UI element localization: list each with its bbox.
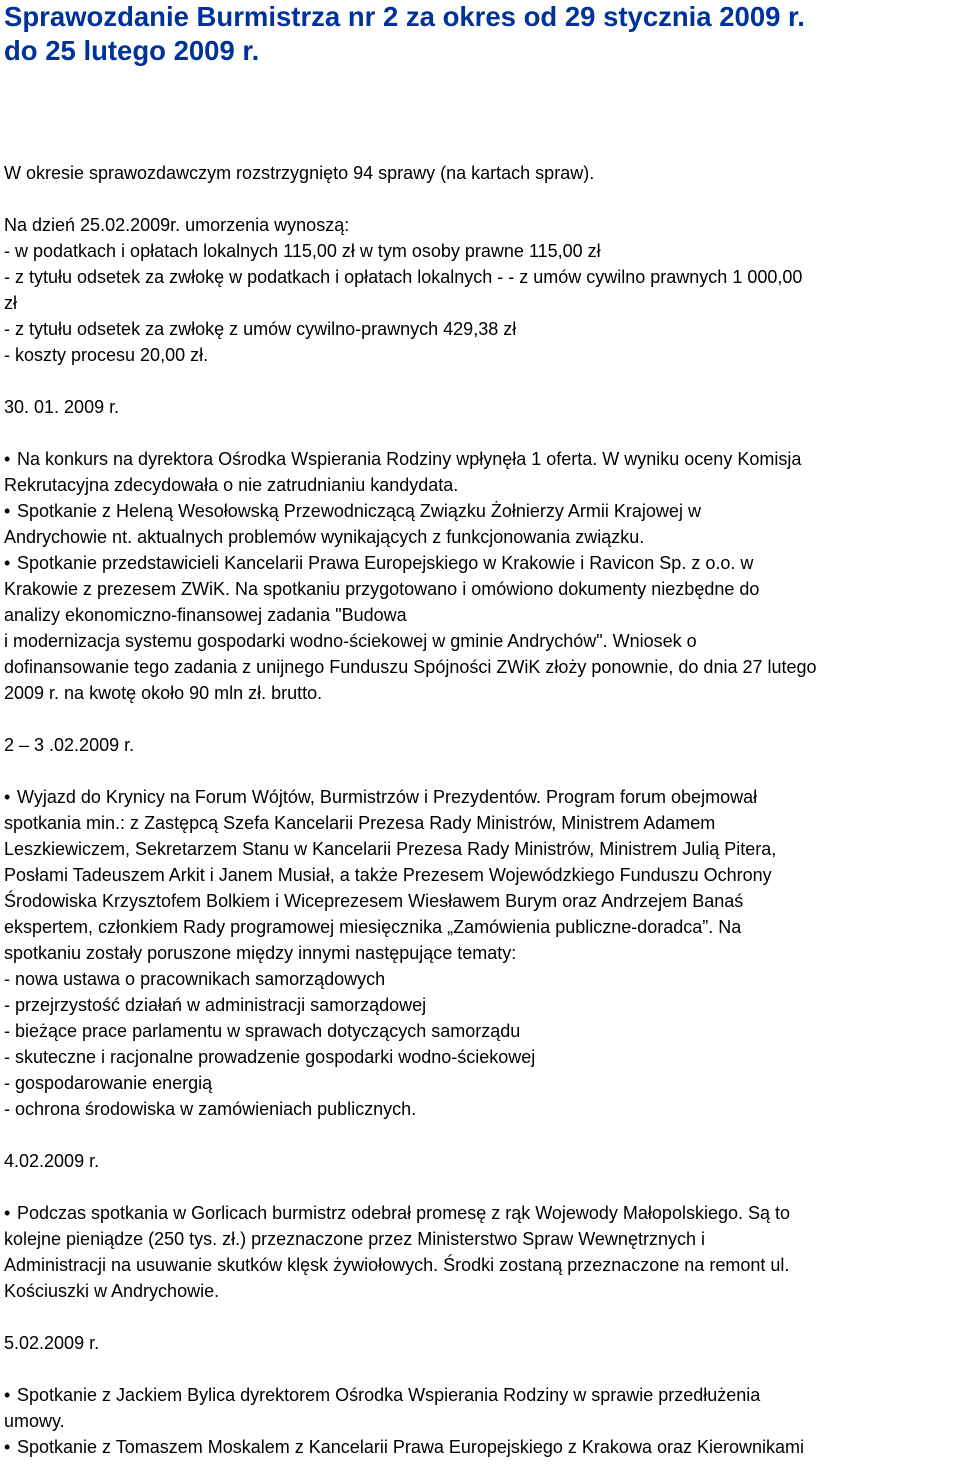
bullet-krynica-forum: • Wyjazd do Krynicy na Forum Wójtów, Burmistrzów i Prezydentów. Program forum obejmował <box>4 784 757 810</box>
bullet-krynica-forum-cont-4: Środowiska Krzysztofem Bolkiem i Wiceprezesem Wiesławem Burym oraz Andrzejem Banaś <box>4 891 744 911</box>
title-line-2: do 25 lutego 2009 r. <box>4 35 260 66</box>
topic-item-4: - skuteczne i racjonalne prowadzenie gospodarki wodno-ściekowej <box>4 1047 536 1067</box>
topic-item-5: - gospodarowanie energią <box>4 1073 213 1093</box>
bullet-meeting-wesolowska: • Spotkanie z Heleną Wesołowską Przewodniczącą Związku Żołnierzy Armii Krajowej w <box>4 498 701 524</box>
remission-item-civil-interest: - z tytułu odsetek za zwłokę z umów cywilno-prawnych 429,38 zł <box>4 319 517 339</box>
document-title <box>4 0 954 68</box>
bullet-competition-cont: Rekrutacyjna zdecydowała o nie zatrudnianiu kandydata. <box>4 475 459 495</box>
paragraph-cases-resolved: W okresie sprawozdawczym rozstrzygnięto 94 sprawy (na kartach spraw). <box>4 163 595 183</box>
bullet-competition: • Na konkurs na dyrektora Ośrodka Wspierania Rodziny wpłynęła 1 oferta. W wyniku oceny Komisja <box>4 446 801 472</box>
bullet-gorlice-promesa-cont-2: Administracji na usuwanie skutków klęsk żywiołowych. Środki zostaną przeznaczone na remont ul. <box>4 1255 790 1275</box>
bullet-meeting-ravicon-cont-3: i modernizacja systemu gospodarki wodno-ściekowej w gminie Andrychów". Wniosek o <box>4 631 697 651</box>
bullet-meeting-wesolowska-cont: Andrychowie nt. aktualnych problemów wynikających z funkcjonowania związku. <box>4 527 645 547</box>
bullet-meeting-moskal: • Spotkanie z Tomaszem Moskalem z Kancelarii Prawa Europejskiego z Krakowa oraz Kierownikami <box>4 1434 804 1460</box>
bullet-gorlice-promesa-cont-3: Kościuszki w Andrychowie. <box>4 1281 220 1301</box>
bullet-meeting-ravicon-cont-1: Krakowie z prezesem ZWiK. Na spotkaniu przygotowano i omówiono dokumenty niezbędne do <box>4 579 760 599</box>
bullet-meeting-bylica: • Spotkanie z Jackiem Bylica dyrektorem Ośrodka Wspierania Rodziny w sprawie przedłużenia <box>4 1382 760 1408</box>
remission-item-court-costs: - koszty procesu 20,00 zł. <box>4 345 209 365</box>
remission-item-local-taxes: - w podatkach i opłatach lokalnych 115,00 zł w tym osoby prawne 115,00 zł <box>4 241 601 261</box>
bullet-krynica-forum-cont-2: Leszkiewiczem, Sekretarzem Stanu w Kancelarii Prezesa Rady Ministrów, Ministrem Julią Pitera, <box>4 839 777 859</box>
bullet-meeting-ravicon-cont-2: analizy ekonomiczno-finansowej zadania "Budowa <box>4 605 407 625</box>
topic-item-6: - ochrona środowiska w zamówieniach publicznych. <box>4 1099 417 1119</box>
date-heading-4-02: 4.02.2009 r. <box>4 1151 100 1171</box>
title-line-1: Sprawozdanie Burmistrza nr 2 za okres od 29 stycznia 2009 r. <box>4 1 805 32</box>
bullet-gorlice-promesa: • Podczas spotkania w Gorlicach burmistrz odebrał promesę z rąk Wojewody Małopolskiego. Są to <box>4 1200 790 1226</box>
date-heading-2-3-02: 2 – 3 .02.2009 r. <box>4 735 135 755</box>
bullet-meeting-ravicon-cont-4: dofinansowanie tego zadania z unijnego Funduszu Spójności ZWiK złoży ponownie, do dnia 27 lutego <box>4 657 817 677</box>
topic-item-3: - bieżące prace parlamentu w sprawach dotyczących samorządu <box>4 1021 521 1041</box>
remission-item-late-interest: - z tytułu odsetek za zwłokę w podatkach i opłatach lokalnych - - z umów cywilno prawnych 1 000,00 <box>4 267 803 287</box>
topic-item-1: - nowa ustawa o pracownikach samorządowych <box>4 969 386 989</box>
bullet-krynica-forum-cont-3: Posłami Tadeuszem Arkit i Janem Musiał, a także Prezesem Wojewódzkiego Funduszu Ochrony <box>4 865 772 885</box>
topic-item-2: - przejrzystość działań w administracji samorządowej <box>4 995 427 1015</box>
remission-item-late-interest-cont: zł <box>4 293 17 313</box>
bullet-krynica-forum-cont-1: spotkania min.: z Zastępcą Szefa Kancelarii Prezesa Rady Ministrów, Ministrem Adamem <box>4 813 716 833</box>
paragraph-remissions-heading: Na dzień 25.02.2009r. umorzenia wynoszą: <box>4 215 350 235</box>
bullet-meeting-ravicon-cont-5: 2009 r. na kwotę około 90 mln zł. brutto. <box>4 683 323 703</box>
bullet-meeting-bylica-cont: umowy. <box>4 1411 65 1431</box>
bullet-krynica-forum-cont-5: ekspertem, członkiem Rady programowej miesięcznika „Zamówienia publiczne-doradca”. Na <box>4 917 742 937</box>
bullet-krynica-forum-cont-6: spotkaniu zostały poruszone między innymi następujące tematy: <box>4 943 517 963</box>
date-heading-5-02: 5.02.2009 r. <box>4 1333 100 1353</box>
bullet-meeting-ravicon: • Spotkanie przedstawicieli Kancelarii Prawa Europejskiego w Krakowie i Ravicon Sp. z o.o. w <box>4 550 753 576</box>
date-heading-30-01: 30. 01. 2009 r. <box>4 397 120 417</box>
bullet-gorlice-promesa-cont-1: kolejne pieniądze (250 tys. zł.) przeznaczone przez Ministerstwo Spraw Wewnętrznych i <box>4 1229 705 1249</box>
